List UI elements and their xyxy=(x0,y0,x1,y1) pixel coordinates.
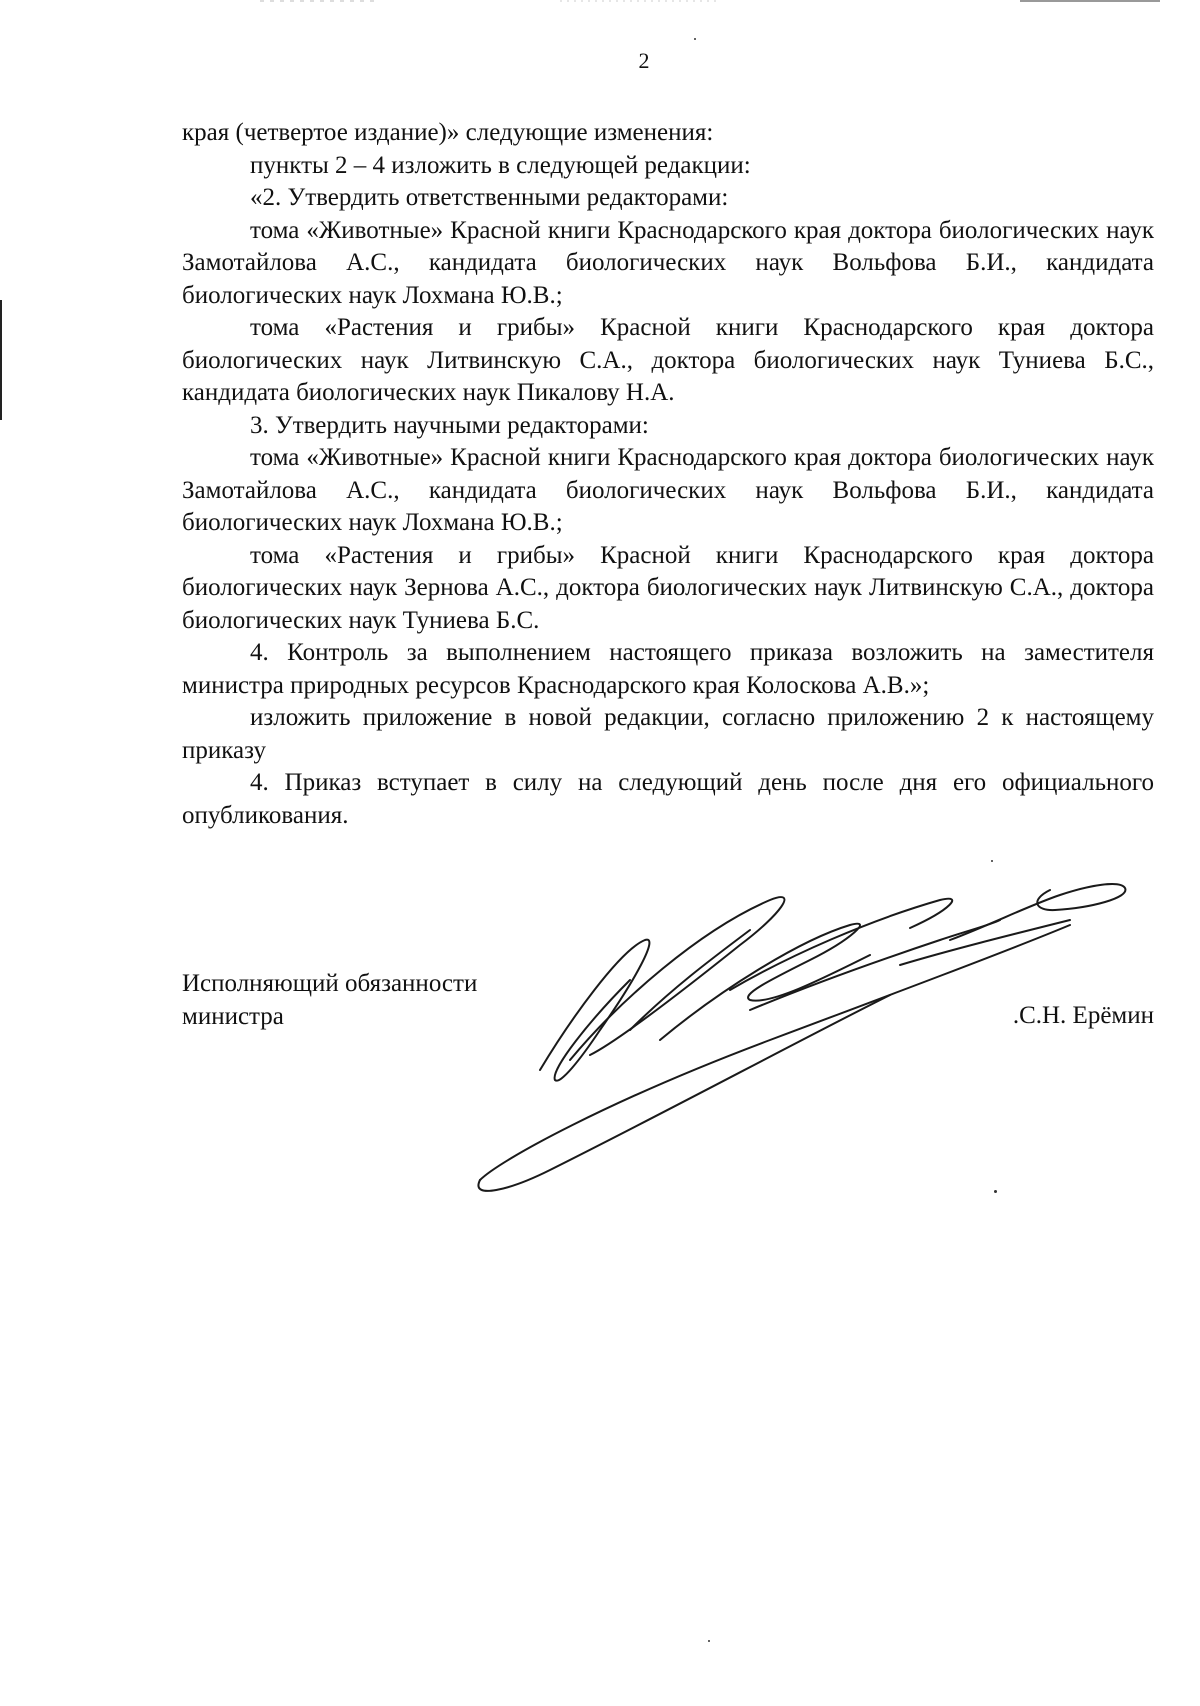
scan-speck xyxy=(991,860,993,862)
signatory-name: .С.Н. Ерёмин xyxy=(1012,1002,1154,1029)
paragraph: тома «Животные» Красной книги Краснодарского края доктора биологических наук Замотайлова А.С., кандидата биологических наук Вольфова Б.И., кандидата биологических наук Лохмана Ю.В.; xyxy=(182,216,1154,309)
paragraph: тома «Растения и грибы» Красной книги Краснодарского края доктора биологических наук Зернова А.С., доктора биологических наук Литвинскую С.А., доктора биологических наук Туниева Б.С. xyxy=(182,541,1154,634)
scan-speck xyxy=(708,1640,710,1642)
paragraph: пункты 2 – 4 изложить в следующей редакции: xyxy=(250,151,751,179)
page-number: 2 xyxy=(638,48,650,73)
paragraph: 3. Утвердить научными редакторами: xyxy=(250,411,649,439)
paragraph: 4. Контроль за выполнением настоящего приказа возложить на заместителя министра природных ресурсов Краснодарского края Колоскова А.В.»; xyxy=(182,639,1154,699)
handwritten-signature xyxy=(470,870,1140,1200)
paragraph: «2. Утвердить ответственными редакторами: xyxy=(250,184,729,211)
scan-speck xyxy=(694,38,696,40)
paragraph: тома «Растения и грибы» Красной книги Краснодарского края доктора биологических наук Литвинскую С.А., доктора биологических наук Туниева Б.С., кандидата биологических наук Пикалову Н.А. xyxy=(182,314,1154,406)
paragraph: 4. Приказ вступает в силу на следующий день после дня его официального опубликования. xyxy=(182,769,1154,829)
paragraph: изложить приложение в новой редакции, согласно приложению 2 к настоящему приказу xyxy=(182,704,1154,764)
document-body xyxy=(182,117,1154,832)
signatory-title-line: Исполняющий обязанности xyxy=(182,970,478,997)
scan-top-edge-artifact xyxy=(260,0,1160,3)
paragraph: края (четвертое издание)» следующие изменения: xyxy=(182,119,714,146)
signatory-title-line: министра xyxy=(182,1002,284,1030)
paragraph: тома «Животные» Красной книги Краснодарского края доктора биологических наук Замотайлова А.С., кандидата биологических наук Вольфова Б.И., кандидата биологических наук Лохмана Ю.В.; xyxy=(182,444,1154,536)
scan-left-edge-mark xyxy=(0,300,2,420)
